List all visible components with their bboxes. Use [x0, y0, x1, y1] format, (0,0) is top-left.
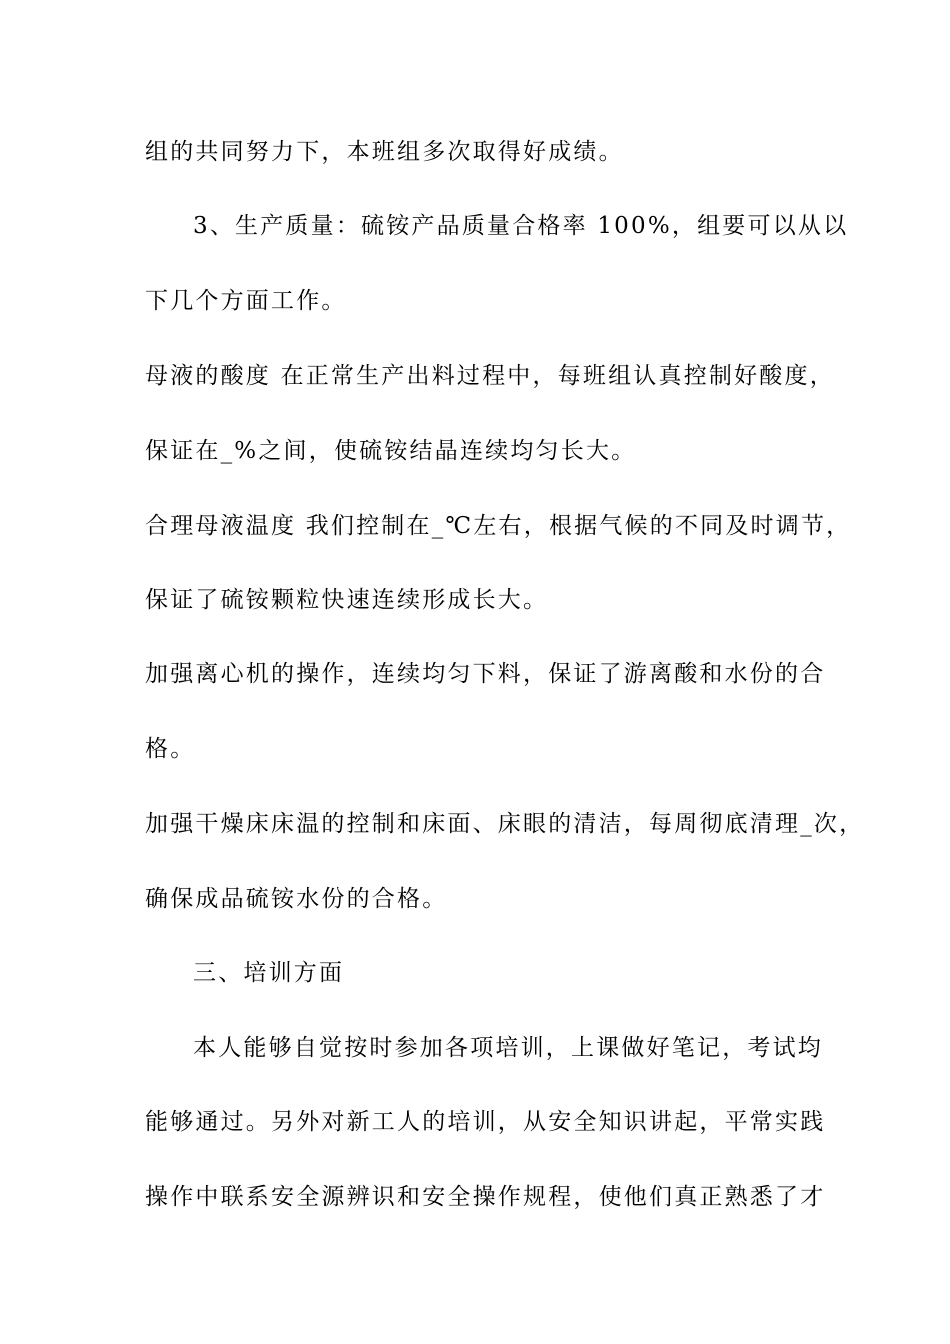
text-line-9: 格。 — [145, 736, 196, 762]
text-line-3: 下几个方面工作。 — [145, 288, 347, 314]
text-line-15: 操作中联系安全源辨识和安全操作规程，使他们真正熟悉了才 — [145, 1184, 826, 1210]
text-line-13: 本人能够自觉按时参加各项培训，上课做好笔记，考试均 — [193, 1035, 823, 1061]
text-line-4: 母液的酸度 在正常生产出料过程中，每班组认真控制好酸度， — [145, 363, 835, 389]
text-line-14: 能够通过。另外对新工人的培训，从安全知识讲起，平常实践 — [145, 1109, 826, 1135]
text-line-1: 组的共同努力下，本班组多次取得好成绩。 — [145, 139, 624, 165]
text-line-7: 保证了硫铵颗粒快速连续形成长大。 — [145, 587, 549, 613]
section-heading: 三、培训方面 — [193, 960, 345, 986]
text-line-8: 加强离心机的操作，连续均匀下料，保证了游离酸和水份的合 — [145, 661, 826, 687]
text-line-11: 确保成品硫铵水份的合格。 — [145, 886, 448, 912]
text-line-5: 保证在_%之间，使硫铵结晶连续均匀长大。 — [145, 438, 637, 464]
text-line-10: 加强干燥床床温的控制和床面、床眼的清洁，每周彻底清理_次， — [145, 811, 865, 837]
text-line-6: 合理母液温度 我们控制在_℃左右，根据气候的不同及时调节， — [145, 513, 852, 539]
text-line-2: 3、生产质量：硫铵产品质量合格率 100%，组要可以从以 — [193, 213, 849, 239]
